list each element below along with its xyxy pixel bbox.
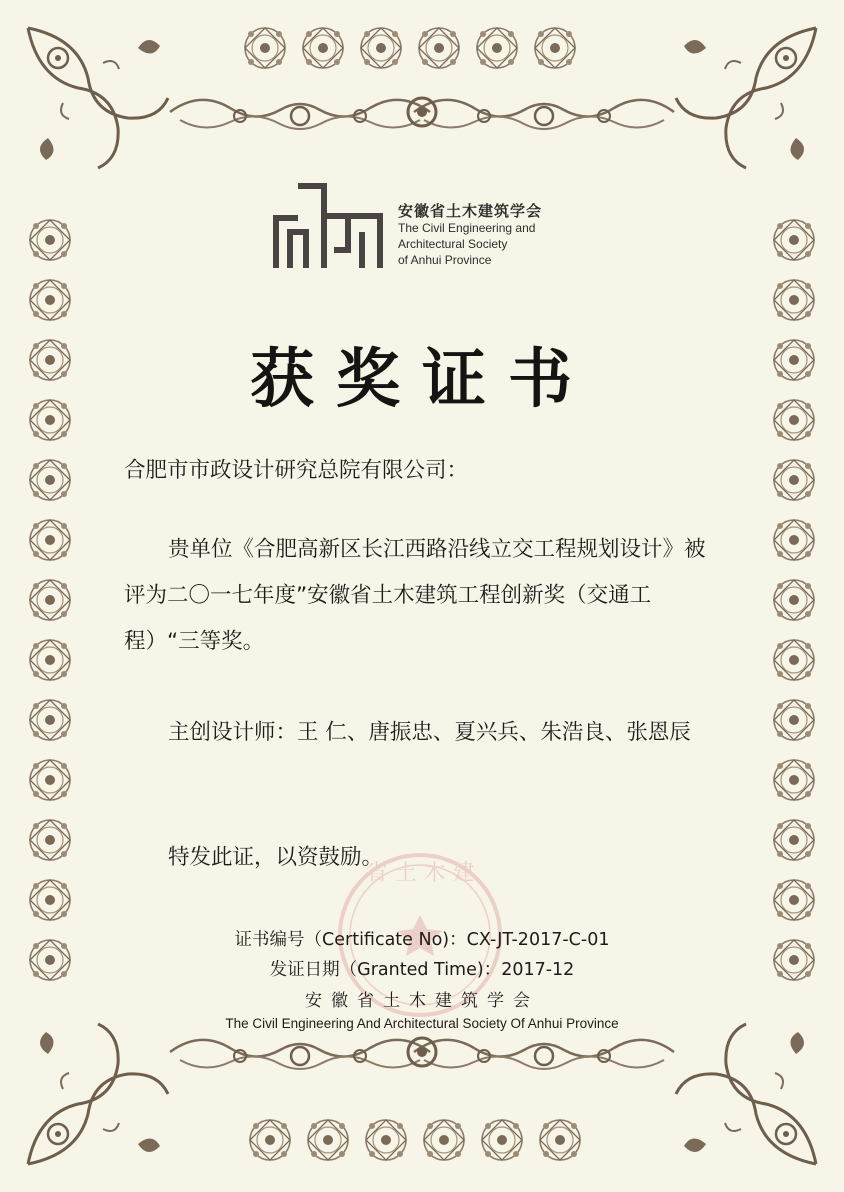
certificate-number: 证书编号（Certificate No)：CX-JT-2017-C-01 [234, 930, 610, 950]
closing-paragraph: 特发此证，以资鼓励。 [168, 845, 384, 870]
logo-name-cn: 安徽省土木建筑学会 [398, 202, 543, 220]
svg-text:省 土 木 建: 省 土 木 建 [365, 861, 475, 886]
designers-paragraph: 主创设计师：王 仁、唐振忠、夏兴兵、朱浩良、张恩辰 [168, 720, 691, 745]
issuer-name-cn: 安徽省土木建筑学会 [305, 991, 539, 1011]
logo-name-en-2: Architectural Society [398, 237, 508, 251]
award-paragraph: 贵单位《合肥高新区长江西路沿线立交工程规划设计》被评为二〇一七年度”安徽省土木建筑工程创新奖（交通工程）“三等奖。 [124, 537, 706, 654]
issuer-name-en: The Civil Engineering And Architectural Society Of Anhui Province [225, 1016, 619, 1031]
logo-name-en-3: of Anhui Province [398, 253, 492, 267]
recipient-name: 合肥市市政设计研究总院有限公司： [124, 458, 469, 483]
logo-text [398, 202, 542, 268]
logo-name-en-1: The Civil Engineering and [398, 221, 536, 235]
certificate-title: 获奖证书 [250, 343, 594, 417]
society-emblem-icon [268, 180, 388, 270]
granted-date: 发证日期（Granted Time)：2017-12 [269, 960, 575, 980]
society-logo [268, 180, 568, 272]
